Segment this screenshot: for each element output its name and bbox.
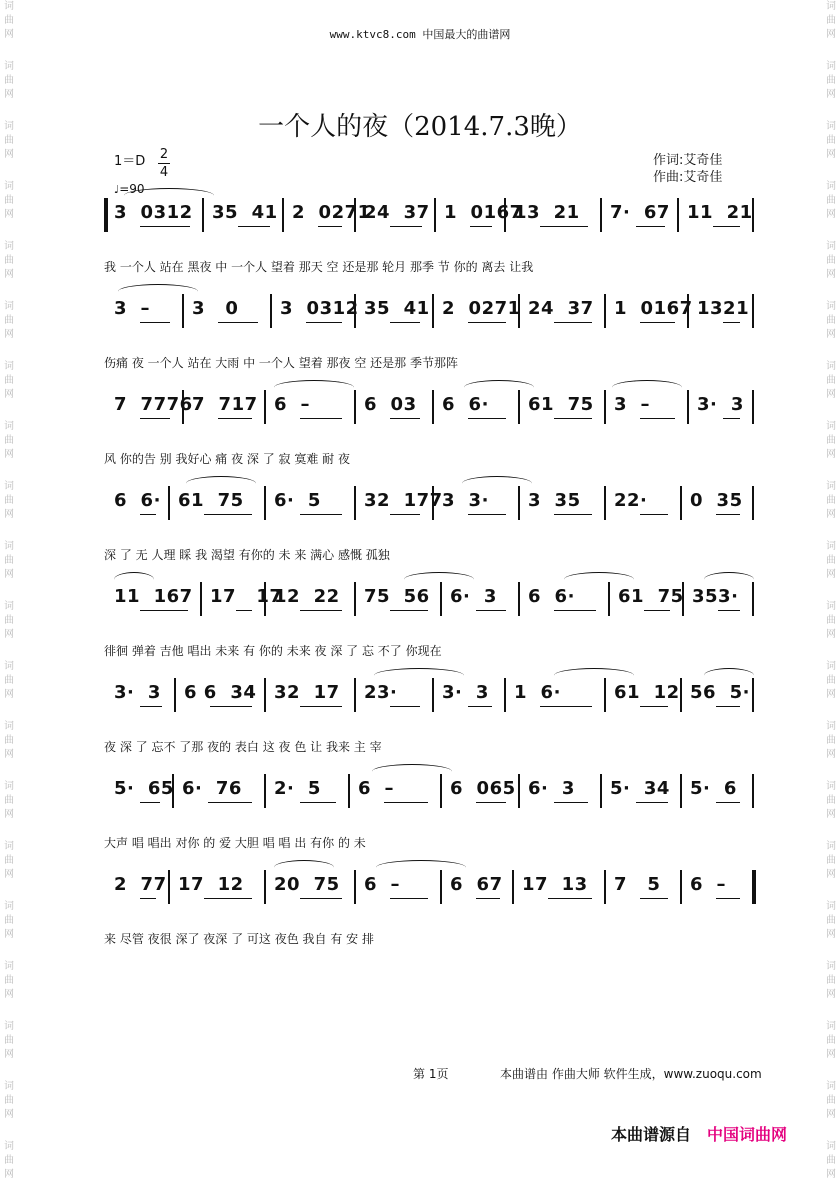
measure: 6 6· (114, 490, 161, 511)
beam-line (640, 418, 675, 419)
slur-arc (462, 476, 532, 491)
measure: 0 35 (690, 490, 743, 511)
bar-line (680, 486, 682, 520)
slur-arc (464, 380, 534, 395)
beam-line (468, 322, 506, 323)
bar-line (168, 486, 170, 520)
beam-line (554, 322, 592, 323)
watermark-text: 词 曲 网 (4, 241, 14, 280)
beam-line (218, 418, 252, 419)
slur-arc (118, 284, 198, 299)
beam-line (540, 706, 592, 707)
beam-line (640, 706, 668, 707)
measure: 35 41 (212, 202, 278, 223)
measure: 35 41 (364, 298, 430, 319)
lyric-line: 大声 唱 唱出 对你 的 爱 大胆 唱 唱 出 有你 的 未 (104, 836, 366, 850)
beam-line (140, 226, 190, 227)
measure: 2 0271 (442, 298, 521, 319)
beam-line (636, 226, 665, 227)
watermark-text: 词 曲 网 (826, 1021, 836, 1060)
measure: 7· 67 (610, 202, 670, 223)
bar-line (202, 198, 204, 232)
beam-line (318, 226, 342, 227)
slur-arc (376, 860, 466, 875)
lyric-line: 夜 深 了 忘不 了那 夜的 表白 这 夜 色 让 我来 主 宰 (104, 740, 382, 754)
beam-line (210, 706, 252, 707)
measure: 17 17 (210, 586, 283, 607)
bar-line (432, 390, 434, 424)
bar-line (680, 678, 682, 712)
bar-line (604, 294, 606, 328)
measure: 13 21 (514, 202, 580, 223)
watermark-text: 词 曲 网 (826, 901, 836, 940)
beam-line (140, 418, 170, 419)
watermark-text: 词 曲 网 (826, 721, 836, 760)
bar-line (354, 486, 356, 520)
measure: 2 77 (114, 874, 167, 895)
measure: 12 22 (274, 586, 340, 607)
beam-line (476, 898, 500, 899)
measure: 2· 5 (274, 778, 321, 799)
lyric-line: 伤痛 夜 一个人 站在 大雨 中 一个人 望着 那夜 空 还是那 季节那阵 (104, 356, 458, 370)
score-system (104, 676, 754, 722)
beam-line (554, 610, 596, 611)
beam-line (140, 802, 160, 803)
source-credit (611, 1122, 787, 1145)
bar-line (264, 870, 266, 904)
watermark-text: 词 曲 网 (826, 661, 836, 700)
bar-line (518, 582, 520, 616)
watermark-text: 词 曲 网 (826, 361, 836, 400)
beam-line (644, 610, 670, 611)
beam-line (140, 898, 156, 899)
bar-line (182, 294, 184, 328)
watermark-text: 词 曲 网 (4, 601, 14, 640)
bar-line (282, 198, 284, 232)
lyric-line: 来 尽管 夜很 深了 夜深 了 可这 夜色 我自 有 安 排 (104, 932, 374, 946)
measure: 6· 3 (450, 586, 497, 607)
beam-line (204, 514, 252, 515)
beam-line (468, 706, 492, 707)
measure: 6· 3 (528, 778, 575, 799)
measure: 7 5 (614, 874, 661, 895)
time-denominator: 4 (159, 165, 169, 180)
watermark-text: 词 曲 网 (4, 661, 14, 700)
slur-arc (124, 188, 214, 203)
measure: 3 – (614, 394, 651, 415)
bar-line (264, 390, 266, 424)
measure: 24 37 (528, 298, 594, 319)
watermark-text: 词 曲 网 (4, 961, 14, 1000)
watermark-text: 词 曲 网 (826, 601, 836, 640)
watermark-text: 词 曲 网 (826, 1, 836, 40)
beam-line (640, 898, 668, 899)
slur-arc (554, 668, 634, 683)
bar-line (504, 678, 506, 712)
bar-line (680, 774, 682, 808)
beam-line (716, 898, 740, 899)
measure: 1 0167 (614, 298, 693, 319)
beam-line (236, 610, 252, 611)
bar-line (354, 390, 356, 424)
measure: 11 167 (114, 586, 193, 607)
slur-arc (564, 572, 634, 587)
measure: 2 0271 (292, 202, 371, 223)
lyric-line: 徘徊 弹着 吉他 唱出 未来 有 你的 未来 夜 深 了 忘 不了 你现在 (104, 644, 442, 658)
watermark-text: 词 曲 网 (4, 1, 14, 40)
lyricist: 作词:艾奇佳 (653, 153, 723, 168)
slur-arc (704, 572, 754, 587)
measure: 6 – (364, 874, 401, 895)
watermark-text: 词 曲 网 (826, 1081, 836, 1120)
bar-line (432, 294, 434, 328)
beam-line (300, 706, 342, 707)
watermark-text: 词 曲 网 (4, 1141, 14, 1180)
bar-line (752, 678, 754, 712)
beam-line (384, 802, 428, 803)
bar-line (752, 870, 756, 904)
watermark-text: 词 曲 网 (826, 301, 836, 340)
site-header[interactable]: www.ktvc8.com 中国最大的曲谱网 (329, 28, 511, 41)
beam-line (140, 610, 188, 611)
watermark-text: 词 曲 网 (826, 781, 836, 820)
beam-line (640, 322, 675, 323)
beam-line (204, 898, 252, 899)
measure: 3· 3 (442, 682, 489, 703)
bar-line (264, 678, 266, 712)
watermark-text: 词 曲 网 (4, 1021, 14, 1060)
time-signature (158, 146, 170, 181)
watermark-text: 词 曲 网 (826, 241, 836, 280)
beam-line (390, 610, 428, 611)
lyric-line: 深 了 无 人理 睬 我 渴望 有你的 未 来 满心 感慨 孤独 (104, 548, 390, 562)
bar-line (600, 774, 602, 808)
bar-line (752, 390, 754, 424)
measure: 32 177 (364, 490, 443, 511)
measure: 17 13 (522, 874, 588, 895)
beam-line (548, 898, 592, 899)
score-system (104, 484, 754, 530)
generator-note[interactable]: 本曲谱由 作曲大师 软件生成，www.zuoqu.com (500, 1067, 762, 1081)
bar-line (752, 582, 754, 616)
source-label: 本曲谱源自 (611, 1125, 692, 1144)
bar-line (518, 774, 520, 808)
beam-line (554, 418, 592, 419)
bar-line (264, 774, 266, 808)
beam-line (554, 802, 588, 803)
measure: 61 12 (614, 682, 680, 703)
measure: 3· 3 (114, 682, 161, 703)
beam-line (306, 322, 342, 323)
beam-line (716, 706, 740, 707)
measure: 6 – (690, 874, 727, 895)
bar-line (677, 198, 679, 232)
measure: 1 6· (514, 682, 561, 703)
bar-line (200, 582, 202, 616)
measure: 3 3· (442, 490, 489, 511)
bar-line (440, 870, 442, 904)
measure: 61 75 (178, 490, 244, 511)
watermark-text: 词 曲 网 (826, 121, 836, 160)
bar-line (440, 774, 442, 808)
watermark-text: 词 曲 网 (4, 421, 14, 460)
beam-line (140, 514, 156, 515)
watermark-text: 词 曲 网 (826, 961, 836, 1000)
measure: 17 12 (178, 874, 244, 895)
watermark-text: 词 曲 网 (4, 121, 14, 160)
watermark-text: 词 曲 网 (4, 301, 14, 340)
measure: 3 0312 (280, 298, 359, 319)
measure: 23· (364, 682, 398, 703)
bar-line (512, 870, 514, 904)
tempo-value: =90 (119, 182, 145, 196)
beam-line (238, 226, 270, 227)
beam-line (718, 610, 740, 611)
bar-line (680, 870, 682, 904)
measure: 56 5· (690, 682, 750, 703)
measure: 6 6 34 (184, 682, 257, 703)
measure: 6 – (358, 778, 395, 799)
measure: 11 21 (687, 202, 753, 223)
measure: 353· (692, 586, 739, 607)
measure: 24 37 (364, 202, 430, 223)
beam-line (554, 514, 592, 515)
beam-line (300, 898, 342, 899)
slur-arc (114, 572, 154, 587)
measure: 3· 3 (697, 394, 744, 415)
measure: 61 75 (618, 586, 684, 607)
watermark-text: 词 曲 网 (826, 181, 836, 220)
watermark-text: 词 曲 网 (4, 901, 14, 940)
measure: 1321 (697, 298, 750, 319)
measure: 6· 76 (182, 778, 242, 799)
measure: 3 0312 (114, 202, 193, 223)
measure: 1 0167 (444, 202, 523, 223)
bar-line (104, 198, 108, 232)
bar-line (518, 390, 520, 424)
bar-line (604, 678, 606, 712)
beam-line (300, 514, 342, 515)
bar-line (608, 582, 610, 616)
measure: 6 03 (364, 394, 417, 415)
measure: 6 – (274, 394, 311, 415)
watermark-text: 词 曲 网 (826, 61, 836, 100)
slur-arc (404, 572, 474, 587)
beam-line (476, 802, 506, 803)
bar-line (604, 486, 606, 520)
beam-line (300, 802, 336, 803)
measure: 20 75 (274, 874, 340, 895)
bar-line (687, 390, 689, 424)
watermark-text: 词 曲 网 (826, 421, 836, 460)
beam-line (208, 802, 252, 803)
score-system (104, 772, 754, 818)
measure: 22· (614, 490, 648, 511)
slur-arc (372, 764, 452, 779)
beam-line (300, 418, 342, 419)
bar-line (752, 294, 754, 328)
lyric-line: 风 你的告 别 我好心 痛 夜 深 了 寂 寞难 耐 夜 (104, 452, 350, 466)
measure: 6 6· (528, 586, 575, 607)
beam-line (716, 514, 740, 515)
beam-line (300, 610, 342, 611)
watermark-left (0, 0, 18, 1180)
watermark-text: 词 曲 网 (826, 541, 836, 580)
watermark-text: 词 曲 网 (4, 841, 14, 880)
watermark-text: 词 曲 网 (4, 181, 14, 220)
beam-line (723, 322, 740, 323)
bar-line (270, 294, 272, 328)
bar-line (354, 678, 356, 712)
score-title: 一个人的夜（2014.7.3晚） (258, 112, 582, 142)
slur-arc (374, 668, 464, 683)
slur-arc (704, 668, 754, 683)
beam-line (390, 418, 420, 419)
watermark-text: 词 曲 网 (4, 1081, 14, 1120)
composer: 作曲:艾奇佳 (653, 170, 723, 185)
beam-line (390, 898, 428, 899)
measure: 75 56 (364, 586, 430, 607)
measure: 61 75 (528, 394, 594, 415)
beam-line (470, 226, 492, 227)
quarter-note-icon: ♩ (114, 183, 120, 196)
measure: 6 065 (450, 778, 516, 799)
slur-arc (274, 380, 354, 395)
watermark-text: 词 曲 网 (826, 1141, 836, 1180)
bar-line (518, 486, 520, 520)
slur-arc (612, 380, 682, 395)
watermark-text: 词 曲 网 (4, 781, 14, 820)
beam-line (390, 322, 420, 323)
beam-line (723, 418, 740, 419)
source-brand[interactable]: 中国词曲网 (707, 1125, 788, 1144)
beam-line (218, 322, 258, 323)
score-system (104, 868, 754, 914)
slur-arc (186, 476, 256, 491)
measure: 3 35 (528, 490, 581, 511)
bar-line (604, 870, 606, 904)
measure: 7 717 (192, 394, 258, 415)
bar-line (348, 774, 350, 808)
score-system (104, 388, 754, 434)
measure: 32 17 (274, 682, 340, 703)
measure: 5· 6 (690, 778, 737, 799)
bar-line (600, 198, 602, 232)
measure: 5· 65 (114, 778, 174, 799)
watermark-text: 词 曲 网 (4, 721, 14, 760)
bar-line (434, 198, 436, 232)
bar-line (354, 870, 356, 904)
time-numerator: 2 (159, 147, 169, 162)
beam-line (390, 226, 422, 227)
score-system (104, 292, 754, 338)
credits (653, 152, 722, 186)
watermark-text: 词 曲 网 (4, 361, 14, 400)
page-number: 第 1页 (413, 1067, 449, 1081)
watermark-right (822, 0, 840, 1180)
bar-line (174, 678, 176, 712)
bar-line (440, 582, 442, 616)
measure: 6 67 (450, 874, 503, 895)
measure: 3 – (114, 298, 151, 319)
watermark-text: 词 曲 网 (4, 61, 14, 100)
beam-line (468, 514, 506, 515)
bar-line (354, 582, 356, 616)
measure: 7 7776 (114, 394, 193, 415)
beam-line (713, 226, 740, 227)
beam-line (390, 706, 420, 707)
measure: 3 0 (192, 298, 239, 319)
watermark-text: 词 曲 网 (826, 481, 836, 520)
watermark-text: 词 曲 网 (4, 481, 14, 520)
beam-line (640, 514, 668, 515)
beam-line (540, 226, 588, 227)
bar-line (168, 870, 170, 904)
measure: 6· 5 (274, 490, 321, 511)
bar-line (752, 486, 754, 520)
bar-line (432, 678, 434, 712)
score-system (104, 196, 754, 242)
bar-line (264, 486, 266, 520)
beam-line (140, 322, 170, 323)
beam-line (390, 514, 420, 515)
measure: 5· 34 (610, 778, 670, 799)
beam-line (468, 418, 506, 419)
watermark-text: 词 曲 网 (4, 541, 14, 580)
slur-arc (274, 860, 334, 875)
beam-line (476, 610, 506, 611)
beam-line (636, 802, 668, 803)
bar-line (752, 774, 754, 808)
measure: 6 6· (442, 394, 489, 415)
watermark-text: 词 曲 网 (826, 841, 836, 880)
bar-line (604, 390, 606, 424)
beam-line (140, 706, 162, 707)
key-signature: 1＝D (114, 154, 146, 169)
lyric-line: 我 一个人 站在 黑夜 中 一个人 望着 那天 空 还是那 轮月 那季 节 你的 离去 让我 (104, 260, 534, 274)
score-system (104, 580, 754, 626)
beam-line (716, 802, 740, 803)
